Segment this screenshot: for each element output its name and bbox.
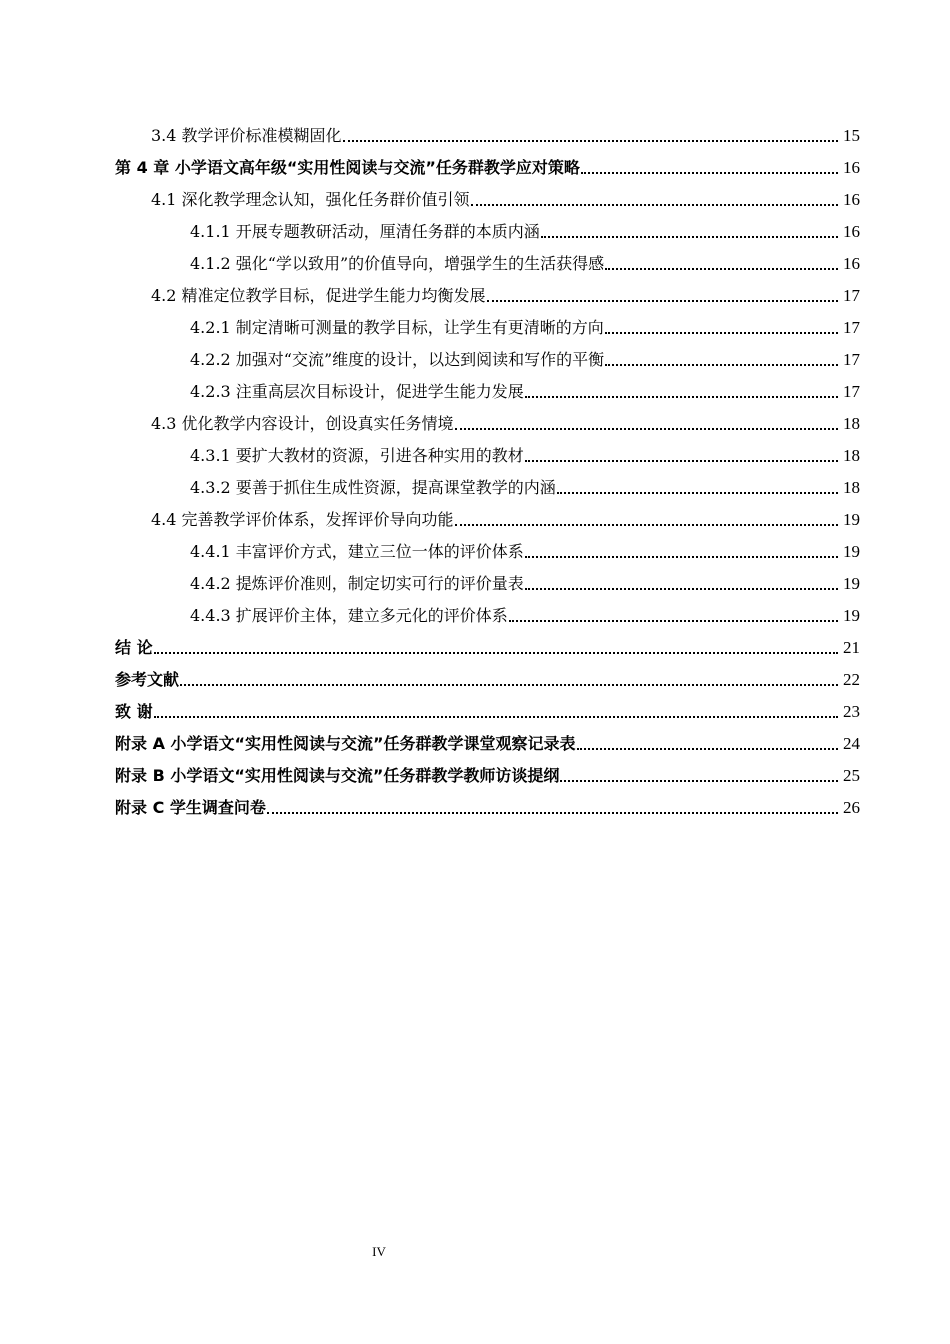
- toc-entry-page: 17: [843, 382, 860, 401]
- toc-entry-title: 3.4 教学评价标准模糊固化: [151, 126, 342, 145]
- dot-leader: [455, 523, 838, 526]
- toc-entry[interactable]: [0, 760, 950, 792]
- toc-entry-page: 17: [843, 318, 860, 337]
- toc-entry[interactable]: [0, 472, 950, 504]
- toc-entry-title: 4.4.1 丰富评价方式，建立三位一体的评价体系: [190, 542, 524, 561]
- toc-entry-page: 23: [843, 702, 860, 721]
- toc-entry[interactable]: [0, 216, 950, 248]
- dot-leader: [557, 491, 838, 494]
- toc-entry[interactable]: [0, 312, 950, 344]
- toc-entry-page: 15: [843, 126, 860, 145]
- toc-entry-page: 26: [843, 798, 860, 817]
- toc-entry[interactable]: [0, 664, 950, 696]
- dot-leader: [343, 139, 838, 142]
- toc-entry-page: 17: [843, 286, 860, 305]
- table-of-contents: [0, 120, 950, 824]
- toc-entry-title: 4.4.2 提炼评价准则，制定切实可行的评价量表: [190, 574, 524, 593]
- toc-entry[interactable]: [0, 376, 950, 408]
- toc-entry-page: 19: [843, 542, 860, 561]
- toc-entry[interactable]: [0, 600, 950, 632]
- toc-entry-title: 第 4 章 小学语文高年级“实用性阅读与交流”任务群教学应对策略: [115, 158, 580, 177]
- toc-entry[interactable]: [0, 792, 950, 824]
- toc-entry-page: 16: [843, 254, 860, 273]
- toc-entry-title: 4.2 精准定位教学目标，促进学生能力均衡发展: [151, 286, 486, 305]
- toc-entry-title: 附录 C 学生调查问卷: [115, 798, 266, 817]
- toc-entry-page: 16: [843, 190, 860, 209]
- toc-entry-title: 附录 A 小学语文“实用性阅读与交流”任务群教学课堂观察记录表: [115, 734, 576, 753]
- toc-entry[interactable]: [0, 728, 950, 760]
- dot-leader: [605, 267, 838, 270]
- dot-leader: [577, 747, 838, 750]
- toc-entry-title: 4.2.2 加强对“交流”维度的设计，以达到阅读和写作的平衡: [190, 350, 605, 369]
- dot-leader: [509, 619, 838, 622]
- toc-entry-title: 4.4.3 扩展评价主体，建立多元化的评价体系: [190, 606, 508, 625]
- dot-leader: [581, 171, 838, 174]
- toc-entry-title: 4.2.1 制定清晰可测量的教学目标，让学生有更清晰的方向: [190, 318, 604, 337]
- toc-entry-page: 19: [843, 510, 860, 529]
- toc-entry-title: 参考文献: [115, 670, 180, 689]
- toc-entry-page: 17: [843, 350, 860, 369]
- toc-entry-page: 25: [843, 766, 860, 785]
- toc-entry[interactable]: [0, 280, 950, 312]
- toc-entry-page: 19: [843, 606, 860, 625]
- toc-entry-title: 4.3 优化教学内容设计，创设真实任务情境: [151, 414, 454, 433]
- toc-entry-page: 18: [843, 446, 860, 465]
- toc-entry[interactable]: [0, 344, 950, 376]
- dot-leader: [471, 203, 838, 206]
- toc-entry-title: 4.2.3 注重高层次目标设计，促进学生能力发展: [190, 382, 524, 401]
- dot-leader: [154, 651, 838, 654]
- toc-entry-title: 4.4 完善教学评价体系，发挥评价导向功能: [151, 510, 454, 529]
- dot-leader: [525, 555, 838, 558]
- toc-entry[interactable]: [0, 440, 950, 472]
- toc-entry-title: 4.1.1 开展专题教研活动，厘清任务群的本质内涵: [190, 222, 540, 241]
- dot-leader: [487, 299, 838, 302]
- dot-leader: [560, 779, 838, 782]
- toc-entry-page: 16: [843, 222, 860, 241]
- dot-leader: [541, 235, 838, 238]
- toc-entry[interactable]: [0, 184, 950, 216]
- toc-entry-title: 4.1 深化教学理念认知，强化任务群价值引领: [151, 190, 470, 209]
- dot-leader: [180, 683, 838, 686]
- toc-entry-title: 4.3.1 要扩大教材的资源，引进各种实用的教材: [190, 446, 524, 465]
- dot-leader: [267, 811, 838, 814]
- dot-leader: [525, 395, 838, 398]
- toc-entry-title: 附录 B 小学语文“实用性阅读与交流”任务群教学教师访谈提纲: [115, 766, 560, 785]
- toc-entry-page: 19: [843, 574, 860, 593]
- dot-leader: [605, 363, 838, 366]
- page-number-footer: IV: [372, 1244, 386, 1259]
- toc-entry-page: 21: [843, 638, 860, 657]
- toc-entry[interactable]: [0, 120, 950, 152]
- toc-entry[interactable]: [0, 248, 950, 280]
- toc-entry-title: 4.3.2 要善于抓住生成性资源，提高课堂教学的内涵: [190, 478, 556, 497]
- toc-entry[interactable]: [0, 152, 950, 184]
- toc-entry[interactable]: [0, 568, 950, 600]
- toc-entry-page: 22: [843, 670, 860, 689]
- dot-leader: [605, 331, 838, 334]
- toc-entry-page: 24: [843, 734, 860, 753]
- dot-leader: [525, 587, 838, 590]
- toc-entry-page: 18: [843, 478, 860, 497]
- toc-entry[interactable]: [0, 632, 950, 664]
- toc-entry-title: 致 谢: [115, 702, 153, 721]
- toc-entry[interactable]: [0, 536, 950, 568]
- dot-leader: [455, 427, 838, 430]
- dot-leader: [525, 459, 838, 462]
- toc-entry-page: 18: [843, 414, 860, 433]
- toc-entry-page: 16: [843, 158, 860, 177]
- toc-entry[interactable]: [0, 504, 950, 536]
- toc-entry[interactable]: [0, 408, 950, 440]
- dot-leader: [154, 715, 838, 718]
- toc-entry-title: 4.1.2 强化“学以致用”的价值导向，增强学生的生活获得感: [190, 254, 605, 273]
- toc-entry-title: 结 论: [115, 638, 153, 657]
- toc-entry[interactable]: [0, 696, 950, 728]
